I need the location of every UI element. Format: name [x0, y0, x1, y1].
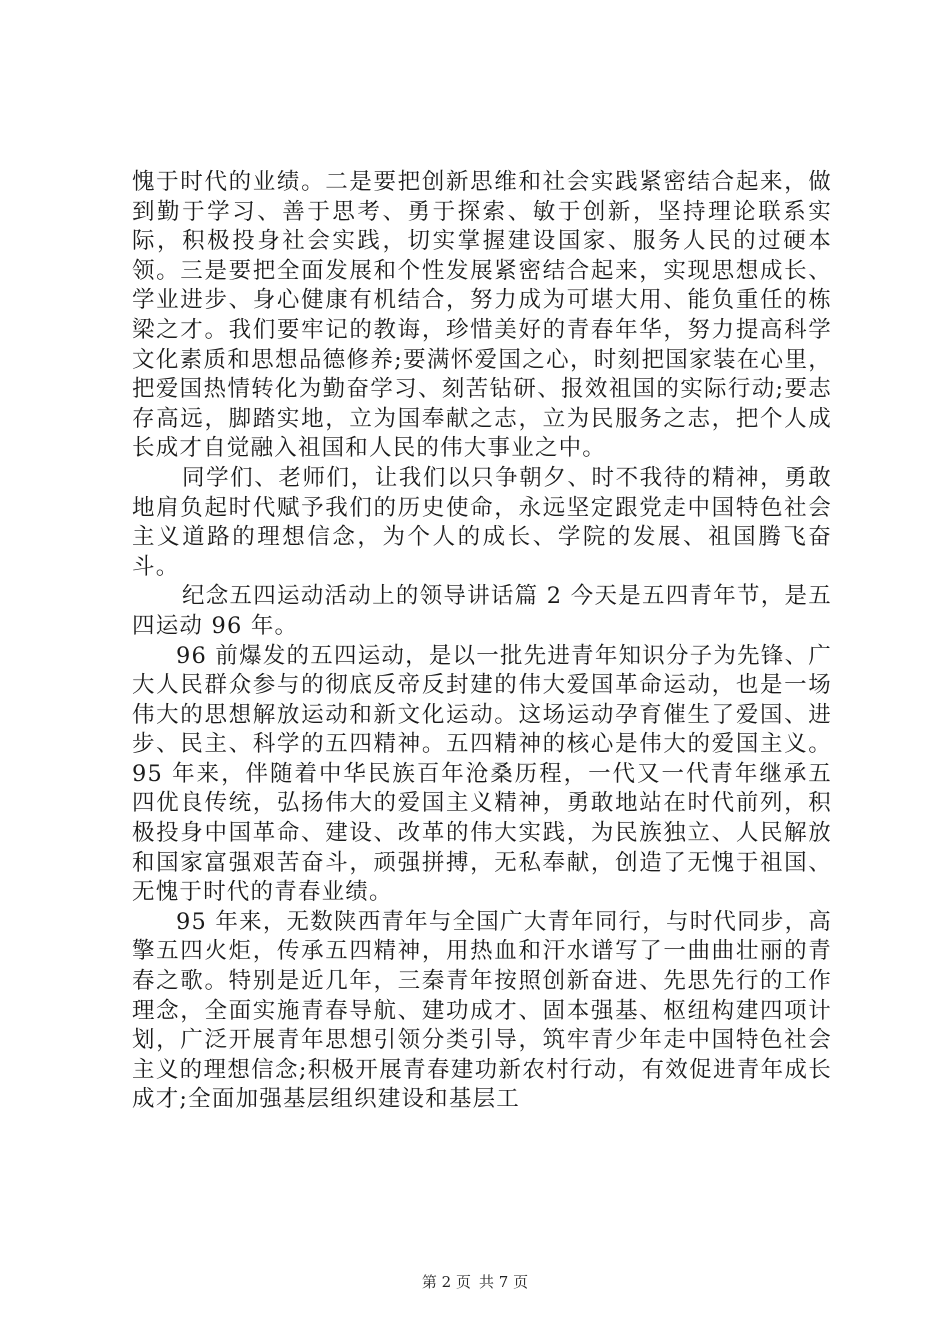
- document-body: [132, 168, 832, 1115]
- page-total: 共 7 页: [479, 1273, 529, 1291]
- page-footer: [0, 1272, 950, 1292]
- paragraph-speech-2-intro: 纪念五四运动活动上的领导讲话篇 2 今天是五四青年节，是五四运动 96 年。: [132, 583, 832, 639]
- page-number: 第 2 页: [421, 1273, 471, 1291]
- paragraph-closing-appeal: 同学们、老师们，让我们以只争朝夕、时不我待的精神，勇敢地肩负起时代赋予我们的历史使命，永远坚定跟党走中国特色社会主义道路的理想信念，为个人的成长、学院的发展、祖国腾飞奋斗。: [132, 464, 832, 580]
- paragraph-continuation: 愧于时代的业绩。二是要把创新思维和社会实践紧密结合起来，做到勤于学习、善于思考、勇于探索、敏于创新，坚持理论联系实际，积极投身社会实践，切实掌握建设国家、服务人民的过硬本领。三是要把全面发展和个性发展紧密结合起来，实现思想成长、学业进步、身心健康有机结合，努力成为可堪大用、能负重任的栋梁之才。我们要牢记的教诲，珍惜美好的青春年华，努力提高科学文化素质和思想品德修养;要满怀爱国之心，时刻把国家装在心里，把爱国热情转化为勤奋学习、刻苦钻研、报效祖国的实际行动;要志存高远，脚踏实地，立为国奉献之志，立为民服务之志，把个人成长成才自觉融入祖国和人民的伟大事业之中。: [132, 169, 832, 462]
- paragraph-may-fourth-history: 96 前爆发的五四运动，是以一批先进青年知识分子为先锋、广大人民群众参与的彻底反帝反封建的伟大爱国革命运动，也是一场伟大的思想解放运动和新文化运动。这场运动孕育催生了爱国、进步、民主、科学的五四精神。五四精神的核心是伟大的爱国主义。95 年来，伴随着中华民族百年沧桑历程，一代又一代青年继承五四优良传统，弘扬伟大的爱国主义精神，勇敢地站在时代前列，积极投身中国革命、建设、改革的伟大实践，为民族独立、人民解放和国家富强艰苦奋斗，顽强拼搏，无私奉献，创造了无愧于祖国、无愧于时代的青春业绩。: [132, 642, 832, 906]
- paragraph-shaanxi-youth: 95 年来，无数陕西青年与全国广大青年同行，与时代同步，高擎五四火炬，传承五四精神，用热血和汗水谱写了一曲曲壮丽的青春之歌。特别是近几年，三秦青年按照创新奋进、先思先行的工作理念，全面实施青春导航、建功成才、固本强基、枢纽构建四项计划，广泛开展青年思想引领分类引导，筑牢青少年走中国特色社会主义的理想信念;积极开展青春建功新农村行动，有效促进青年成长成才;全面加强基层组织建设和基层工: [132, 908, 832, 1113]
